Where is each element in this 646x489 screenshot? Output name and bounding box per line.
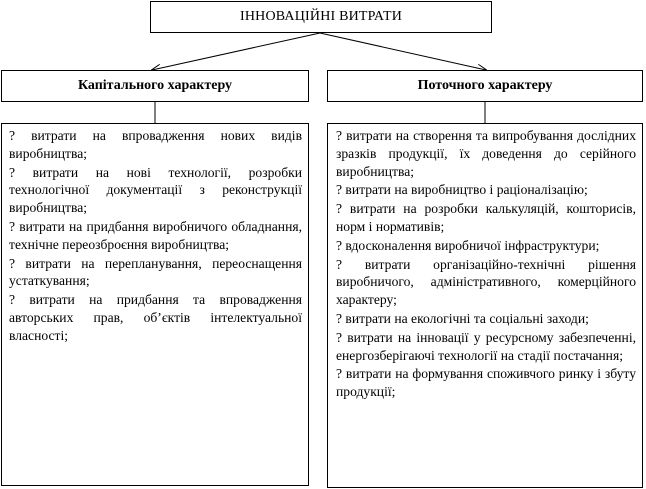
list-capital <box>1 123 309 486</box>
list-item: ? витрати на впровадження нових видів виробництва; <box>9 128 302 161</box>
list-item: ? витрати на перепланування, переоснащення устаткування; <box>9 255 302 289</box>
heading-current: Поточного характеру <box>327 70 643 102</box>
list-item: ? витрати організаційно-технічні рішення виробничого, адміністративного, комерційного характеру; <box>336 256 636 308</box>
arrow-to-right <box>320 33 486 70</box>
list-current <box>327 123 643 488</box>
diagram-title: ІННОВАЦІЙНІ ВИТРАТИ <box>150 1 492 33</box>
arrow-to-left <box>152 33 320 70</box>
heading-capital: Капітального характеру <box>1 70 309 102</box>
list-item: ? витрати на нові технології, розробки технологічної документації з реконструкції виробництва; <box>9 164 302 216</box>
list-item: ? витрати на формування споживчого ринку і збуту продукції; <box>336 366 636 400</box>
list-item: ? витрати на створення та випробування дослідних зразків продукції, їх доведення до серійного виробництва; <box>336 128 636 179</box>
list-item: ? витрати на придбання виробничого обладнання, технічне переозброєння виробництва; <box>9 218 302 252</box>
list-item: ? витрати на інновації у ресурсному забезпеченні, енергозберігаючі технології на стадії постачання; <box>336 329 636 363</box>
list-item: ? витрати на розробки калькуляцій, кошторисів, норм і нормативів; <box>336 201 636 234</box>
list-item: ? витрати на екологічні та соціальні заходи; <box>336 310 589 326</box>
list-item: ? витрати на виробництво і раціоналізацію; <box>336 182 588 198</box>
list-item: ? вдосконалення виробничої інфраструктури; <box>336 237 600 253</box>
list-item: ? витрати на придбання та впровадження авторських прав, об’єктів інтелектуальної власності; <box>9 292 302 343</box>
